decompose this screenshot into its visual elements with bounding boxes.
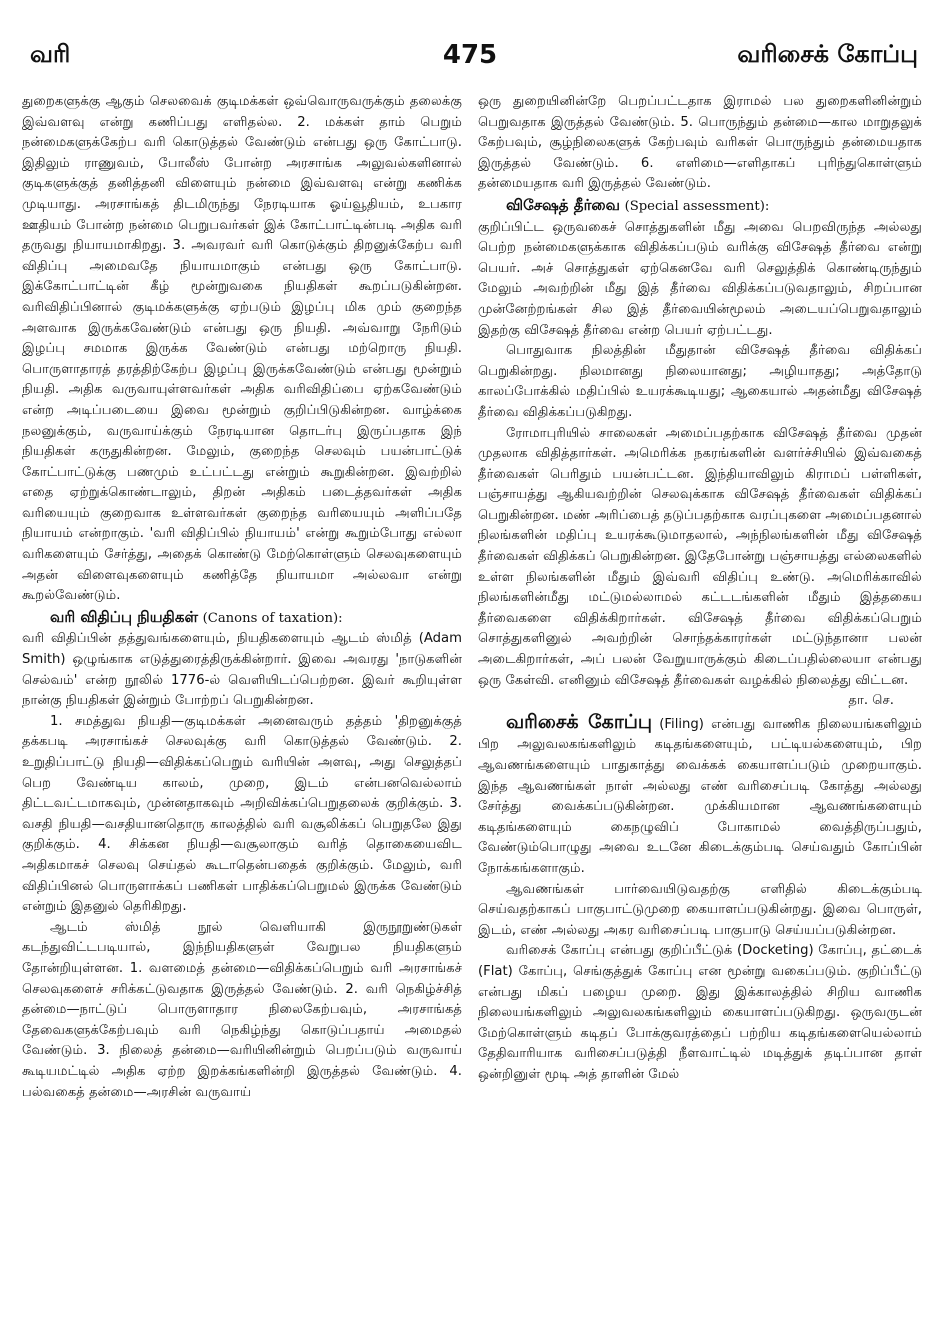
running-head-left: வரி: [30, 40, 71, 68]
section-heading: [478, 195, 922, 218]
paragraph: 1. சமத்துவ நியதி—குடிமக்கள் அனைவரும் தத்தம் 'திறனுக்குத் தக்கபடி அரசாங்கச் செலவுக்கு வரி கொடுத்தல் வேண்டும். 2. உறுதிப்பாட்டு நியதி—விதிக்கப்பெறும் வரியின் அளவு, அது செலுத்தப் பெற வேண்டிய காலம், முறை, இடம் என்பனவெல்லாம் திட்டவட்டமாகவும், முன்னதாகவும் அறிவிக்கப்பெறுதலைக் குறிக்கும். 3. வசதி நியதி—வசதியானதொரு காலத்தில் வரி வசூலிக்கப் பெறுதலே இது குறிக்கும். 4. சிக்கன நியதி—வசூலாகும் வரித் தொகையைவிட அதிகமாகச் செலவு செய்தல் கூடாதென்பதைக் குறிக்கும். மேலும், வரி விதிப்பினல் பொருளாக்கப் பணிகள் பாதிக்கப்பெறுமல் இருக்க வேண்டும் என்றும் இதனுல் தெரிகிறது.: [22, 713, 462, 915]
paragraph: ரோமாபுரியில் சாலைகள் அமைப்பதற்காக விசேஷத் தீர்வை முதன் முதலாக விதித்தார்கள். அமெரிக்க நகரங்களின் வளர்ச்சியில் இவ்வகைத் தீர்வைகள் பெரிதும் பயன்பட்டன. இந்தியாவிலும் கிராமப் பள்ளிகள், பஞ்சாயத்து ஆகியவற்றின் செலவுக்காக விசேஷத் தீர்வைகள் விதிக்கப் பெறுகின்றன. மண் அரிப்பைத் தடுப்பதற்காக வரப்புகளை அமைப்பதனால் நிலங்களின் மதிப்பு உயரக்கூடுமாதலால், அந்நிலங்களின் மீது விசேஷத் தீர்வைகள் விதிக்கப் பெறுகின்றன. இதேபோன்று பஞ்சாயத்து எல்லைகளில் உள்ள நிலங்களின் மீதும் இவ்வரி விதிப்பு உண்டு. அமெரிக்காவில் நிலங்களின்மீது மட்டுமல்லாமல் கட்டடங்களின் மீதும் இத்தகைய தீர்வைகளை விதிக்கிறார்கள். விசேஷத் தீர்வை விதிக்கப்பெறும் சொத்துகளினுல் அவற்றின் சொந்தக்காரர்கள் மட்டுந்தானா பலன் அடைகிறார்கள், அப் பலன் வேறுயாருக்கும் கிடைப்பதில்லையா என்பது ஒரு கேள்வி. எனினும் விசேஷத் தீர்வைகள் வழக்கில் நிலைத்து விட்டன.: [478, 425, 922, 688]
entry-heading-tamil: வரிசைக் கோப்பு: [506, 710, 653, 733]
paragraph: வரி விதிப்பின் தத்துவங்களையும், நியதிகளையும் ஆடம் ஸ்மித் (Adam Smith) ஒழுங்காக எடுத்துரைத்திருக்கின்றார். இவை அவரது 'நாடுகளின் செல்வம்' என்ற நூலில் 1776-ல் வெளியிடப்பெற்றன. இவர் கூறியுள்ள நான்கு நியதிகள் இன்றும் போற்றப் பெறுகின்றன.: [22, 631, 462, 709]
paragraph: வரிசைக் கோப்பு என்பது குறிப்பீட்டுக் (Docketing) கோப்பு, தட்டைக் (Flat) கோப்பு, செங்குத்துக் கோப்பு என மூன்று வகைப்படும். குறிப்பீட்டு என்பது மிகப் பழைய முறை. இது இக்காலத்தில் சிறிய வாணிக நிலையங்களிலும் அலுவலகங்களிலும் கையாளப்படுகிறது. ஒருவருடன் மேற்கொள்ளும் கடிதப் போக்குவரத்தைப் பற்றிய கடிதங்களையெல்லாம் தேதிவாரியாக வரிசைப்படுத்தி நீளவாட்டில் மடித்துக் தடிப்பான தாள் ஒன்றினுள் மூடி அத் தாளின் மேல்: [478, 943, 922, 1082]
running-head-right: வரிசைக் கோப்பு: [737, 40, 918, 68]
entry-heading: [506, 710, 653, 733]
paragraph: ஒரு துறையினின்றே பெறப்பட்டதாக இராமல் பல துறைகளினின்றும் பெறுவதாக இருத்தல் வேண்டும். 5. பொருந்தும் தன்மை—கால மாறுதலுக் கேற்பவும், சூழ்நிலைகளுக் கேற்பவும் வரிகள் பொருந்தும் தன்மையதாக இருத்தல் வேண்டும். 6. எளிமை—எளிதாகப் புரிந்துகொள்ளும் தன்மையதாக வரி இருத்தல் வேண்டும்.: [478, 94, 922, 192]
entry-text: (Filing) என்பது வாணிக நிலையங்களிலும் பிற அலுவலகங்களிலும் கடிதங்களையும், பட்டியல்களையும், பிற ஆவணங்களையும் பாதுகாத்து வைக்கக் கையாளப்படும் முறையாகும். இந்த ஆவணங்கள் நாள் அல்லது எண் வரிசைப்படி கோத்து அல்லது சேர்த்து வைக்கப்படுகின்றன. முக்கியமான ஆவணங்களையும் கடிதங்களையும் கைநழுவிப் போகாமல் வைத்திருப்பதும், வேண்டும்பொழுது அவை உடனே கிடைக்கும்படி செய்வதும் கோப்பின் நோக்கங்களாகும்.: [478, 716, 922, 876]
paragraph: ஆவணங்கள் பார்வையிடுவதற்கு எளிதில் கிடைக்கும்படி செய்வதற்காகப் பாகுபாட்டுமுறை கையாளப்படுகின்றது. இவை பொருள், இடம், எண் அல்லது அகர வரிசைப்படி பாகுபாடு செய்யப்படுகின்றன.: [478, 881, 922, 938]
heading-tamil: விசேஷத் தீர்வை: [506, 195, 620, 214]
paragraph: பொதுவாக நிலத்தின் மீதுதான் விசேஷத் தீர்வை விதிக்கப் பெறுகின்றது. நிலமானது நிலையானது; அழியாதது; அத்தோடு காலப்போக்கில் மதிப்பில் உயரக்கூடியது; ஆகையால் அதன்மீது விசேஷத் தீர்வை விதிக்கப்படுகிறது.: [478, 343, 922, 420]
paragraph: குறிப்பிட்ட ஒருவகைச் சொத்துகளின் மீது அவை பெறவிருந்த அல்லது பெற்ற நன்மைகளுக்காக விதிக்கப்படும் வரிக்கு விசேஷத் தீர்வை என்று பெயர். அச் சொத்துகள் ஏற்கெனவே வரி செலுத்திக் கொண்டிருந்தும் மேலும் அவற்றின் மீது இத் தீர்வை விதிக்கப்படுவதாலும், சிறப்பான முன்னேற்றங்கள் சில இத் தீர்வையின்மூலம் அடையப்பெறுவதாலும் இதற்கு விசேஷத் தீர்வை என்ற பெயர் ஏற்பட்டது.: [478, 219, 922, 338]
right-column: [478, 92, 922, 1330]
section-heading: [22, 607, 462, 630]
heading-english: (Canons of taxation):: [202, 610, 343, 626]
page-number: 475: [442, 40, 498, 70]
paragraph: ஆடம் ஸ்மித் நூல் வெளியாகி இருநூறுண்டுகள் கடந்துவிட்டபடியால், இந்நியதிகளுள் வேறுபல நியதிகளும் தோன்றியுள்ளன. 1. வளமைத் தன்மை—விதிக்கப்பெறும் வரி அரசாங்கச் செலவுகளைச் சரிக்கட்டுவதாக இருத்தல் வேண்டும். 2. வரி நெகிழ்ச்சித் தன்மை—நாட்டுப் பொருளாதார நிலைகேற்பவும், அரசாங்கத் தேவைகளுக்கேற்பவும் வரி நெகிழ்ந்து கொடுப்பதாய் அமைதல் வேண்டும். 3. நிலைத் தன்மை—வரியினின்றும் பெறப்படும் வருவாய் கூடியமட்டில் அதிக ஏற்ற இறக்கங்களின்றி இருத்தல் வேண்டும். 4. பல்வகைத் தன்மை—அரசின் வருவாய்: [22, 919, 462, 1100]
page-header: [22, 40, 918, 74]
author-signature: தா. செ.: [848, 693, 894, 709]
heading-tamil: வரி விதிப்பு நியதிகள்: [50, 607, 198, 626]
paragraph: துறைகளுக்கு ஆகும் செலவைக் குடிமக்கள் ஒவ்வொருவருக்கும் தலைக்கு இவ்வளவு என்று கணிப்பது எளிதல்ல. 2. மக்கள் தாம் பெறும் நன்மைகளுக்கேற்ப வரி கொடுத்தல் வேண்டும் என்பது ஒரு கோட்பாடு. இதிலும் ராணுவம், போலீஸ் போன்ற அரசாங்க அலுவல்களினால் குடிகளுக்குத் தனித்தனி விளையும் நன்மை இவ்வளவு என்று கணிக்க முடியாது. அரசாங்கத் திடமிருந்து நேரடியாக ஓய்வூதியம், உபகார ஊதியம் போன்ற நன்மை பெறுபவர்கள் இக் கோட்பாட்டின்படி அதிக வரி தருவது நியாயமாகிறது. 3. அவரவர் வரி கொடுக்கும் திறனுக்கேற்ப வரி விதிப்பு அமைவதே நியாயமாகும் என்பது ஒரு கோட்பாடு. இக்கோட்பாட்டின் கீழ் மூன்றுவகை நியதிகள் கூறப்படுகின்றன. வரிவிதிப்பினால் குடிமக்களுக்கு ஏற்படும் இழப்பு மிக மும் குறைந்த அளவாக இருக்கவேண்டும் என்பது ஒரு நியதி. அவ்வாறு நேரிடும் இழப்பு சமமாக இருக்க வேண்டும் என்பது மற்றொரு நியதி. பொருளாதாரத் தரத்திற்கேற்ப இழப்பு இருக்கவேண்டும் என்பது மூன்றும் நியதி. அதிக வருவாயுள்ளவர்கள் அதிக வரிவிதிப்பை ஏற்கவேண்டும் என்ற அடிப்படையை இவை மூன்றும் குறிப்பிடுகின்றன. வாழ்க்கை நலனுக்கும், வருவாய்க்கும் நேரடியான தொடர்பு இருப்பதாக இந் நியதிகள் கருதுகின்றன. மேலும், குறைந்த செலவும் பயன்பாட்டுக் கோட்பாட்டுக்கு பணமும் உட்பட்டது என்றும் கூறுகின்றன. இவற்றில் எதை ஏற்றுக்கொண்டாலும், திறன் அதிகம் படைத்தவர்கள் அதிக வரியையும் குறைவாக உள்ளவர்கள் குறைந்த வரியையும் அளிப்பதே நியாயம் என்றாகும். 'வரி விதிப்பில் நியாயம்' என்று கூறும்போது எல்லா வரிகளையும் சேர்த்து, அதைக் கொண்டு மேற்கொள்ளும் செலவுகளையும் அதன் விளைவுகளையும் கணித்தே நியாயமா அல்லவா என்று கூறல்வேண்டும்.: [22, 94, 462, 604]
heading-english: (Special assessment):: [624, 198, 770, 214]
left-column: [22, 92, 462, 1330]
entry-paragraph: [478, 712, 922, 880]
